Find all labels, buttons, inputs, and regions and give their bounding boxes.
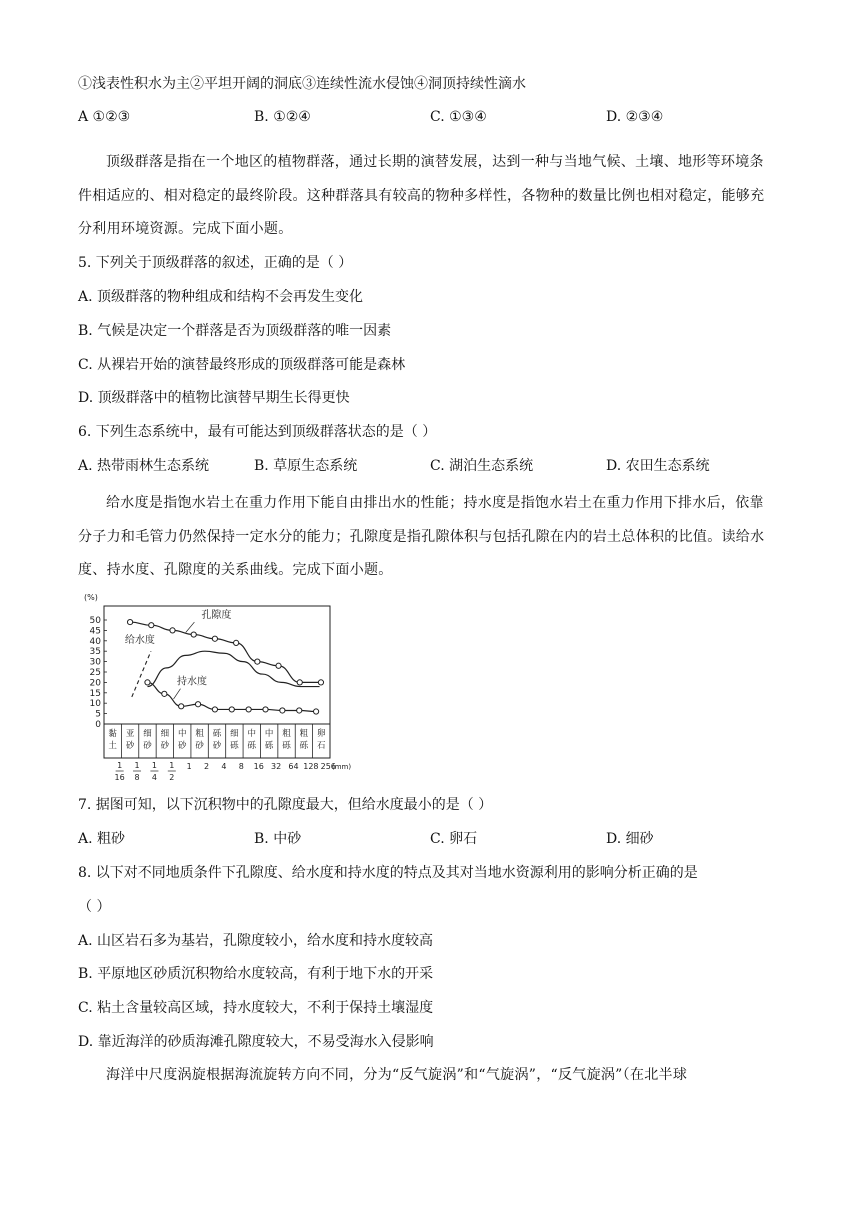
category-label: 砾 bbox=[282, 741, 291, 751]
category-label: 砾 bbox=[299, 741, 309, 751]
y-tick-label: 20 bbox=[89, 678, 101, 689]
x-tick-label: 128 bbox=[303, 762, 319, 771]
category-label: 亚 bbox=[125, 729, 135, 739]
y-tick-label: 45 bbox=[89, 626, 101, 637]
specific-retention-point bbox=[246, 707, 251, 712]
category-label: 砂 bbox=[212, 741, 222, 751]
passage-ocean-eddy: 海洋中尺度涡旋根据海流旋转方向不同，分为“反气旋涡”和“气旋涡”，“反气旋涡”（在北半球 bbox=[106, 1067, 688, 1083]
x-tick-label: 4 bbox=[221, 762, 227, 771]
q6-option-d: D. 农田生态系统 bbox=[606, 458, 710, 474]
specific-yield-line bbox=[147, 651, 319, 686]
specific-retention-point bbox=[313, 709, 318, 714]
q8-option-b: B. 平原地区砂质沉积物给水度较高，有利于地下水的开采 bbox=[78, 966, 434, 982]
x-tick-label: 32 bbox=[271, 762, 282, 771]
x-tick-label: 64 bbox=[288, 762, 299, 771]
q5-option-a: A. 顶级群落的物种组成和结构不会再发生变化 bbox=[78, 289, 364, 305]
category-label: 砂 bbox=[195, 741, 204, 751]
category-label: 黏 bbox=[108, 729, 117, 739]
x-tick-label: 16 bbox=[253, 762, 264, 771]
q4-option-a: A ①②③ bbox=[78, 109, 131, 125]
porosity-point bbox=[234, 640, 239, 645]
specific-retention-point bbox=[263, 707, 268, 712]
porosity-series-label: 孔隙度 bbox=[201, 609, 232, 621]
specific-retention-point bbox=[280, 708, 285, 713]
q7-option-c: C. 卵石 bbox=[430, 831, 478, 847]
specific-retention-point bbox=[145, 680, 150, 685]
y-tick-label: 5 bbox=[95, 709, 101, 720]
q8-stem-paren: （ ） bbox=[78, 899, 111, 915]
porosity-point bbox=[276, 663, 281, 668]
q5-option-d: D. 顶级群落中的植物比演替早期生长得更快 bbox=[78, 390, 350, 406]
category-label: 砂 bbox=[125, 741, 135, 751]
category-label: 粗 bbox=[282, 729, 291, 739]
porosity-chart bbox=[82, 592, 352, 782]
category-label: 砂 bbox=[143, 741, 152, 751]
y-tick-label: 10 bbox=[89, 699, 101, 710]
category-label: 中 bbox=[177, 729, 187, 739]
q4-option-c: C. ①③④ bbox=[430, 109, 487, 125]
porosity-point bbox=[149, 623, 154, 628]
category-label: 石 bbox=[317, 741, 326, 751]
q5-option-c: C. 从裸岩开始的演替最终形成的顶级群落可能是森林 bbox=[78, 357, 406, 373]
passage-water-capacity: 给水度是指饱水岩土在重力作用下能自由排出水的性能；持水度是指饱水岩土在重力作用下排水后，依靠分子力和毛管力仍然保持一定水分的能力；孔隙度是指孔隙体积与包括孔隙在内的岩土总体积的比值。读给水度、持水度、孔隙度的关系曲线。完成下面小题。 bbox=[78, 495, 765, 578]
x-unit-label: (mm) bbox=[332, 763, 352, 771]
specific-retention-point bbox=[179, 704, 184, 709]
x-tick-label: 1 bbox=[186, 762, 192, 771]
y-tick-label: 35 bbox=[89, 647, 101, 658]
x-tick-label: 16 bbox=[114, 773, 125, 782]
q5-stem: 5. 下列关于顶级群落的叙述，正确的是（ ） bbox=[78, 255, 353, 271]
y-axis-label: (%) bbox=[84, 593, 98, 602]
q8-option-c: C. 粘土含量较高区域，持水度较大，不利于保持土壤湿度 bbox=[78, 1000, 434, 1016]
specific-retention-series-label: 持水度 bbox=[177, 676, 208, 688]
x-tick-label: 4 bbox=[151, 773, 157, 782]
specific-yield-series-label: 给水度 bbox=[124, 634, 155, 646]
porosity-point bbox=[127, 619, 132, 624]
category-label: 中 bbox=[264, 729, 274, 739]
porosity-point bbox=[255, 659, 260, 664]
x-tick-label: 1 bbox=[117, 761, 123, 770]
y-tick-label: 25 bbox=[89, 668, 101, 678]
q8-stem: 8. 以下对不同地质条件下孔隙度、给水度和持水度的特点及其对当地水资源利用的影响分析正确的是 bbox=[78, 865, 698, 881]
q4-stem: ①浅表性积水为主②平坦开阔的洞底③连续性流水侵蚀④洞顶持续性滴水 bbox=[78, 76, 526, 92]
specific-retention-leader bbox=[174, 689, 181, 699]
specific-retention-point bbox=[162, 691, 167, 696]
x-tick-label: 1 bbox=[134, 761, 140, 770]
category-label: 细 bbox=[143, 729, 152, 739]
x-tick-label: 1 bbox=[151, 761, 157, 770]
y-tick-label: 40 bbox=[89, 636, 101, 647]
specific-yield-dashed bbox=[132, 651, 151, 697]
q8-option-a: A. 山区岩石多为基岩，孔隙度较小，给水度和持水度较高 bbox=[78, 933, 434, 949]
category-label: 粗 bbox=[299, 729, 309, 739]
q4-option-d: D. ②③④ bbox=[606, 109, 664, 125]
porosity-leader bbox=[186, 622, 195, 632]
q8-option-d: D. 靠近海洋的砂质海滩孔隙度较大，不易受海水入侵影响 bbox=[78, 1034, 434, 1050]
category-label: 中 bbox=[247, 729, 257, 739]
y-tick-label: 30 bbox=[89, 657, 101, 668]
q7-option-d: D. 细砂 bbox=[606, 831, 654, 847]
porosity-point bbox=[170, 628, 175, 633]
q6-stem: 6. 下列生态系统中，最有可能达到顶级群落状态的是（ ） bbox=[78, 424, 437, 440]
q7-option-a: A. 粗砂 bbox=[78, 831, 126, 847]
category-label: 细 bbox=[160, 729, 170, 739]
category-label: 砾 bbox=[247, 741, 257, 751]
q4-option-b: B. ①②④ bbox=[254, 109, 311, 125]
specific-retention-point bbox=[297, 708, 302, 713]
q5-option-b: B. 气候是决定一个群落是否为顶级群落的唯一因素 bbox=[78, 323, 392, 339]
q7-option-b: B. 中砂 bbox=[254, 831, 302, 847]
x-tick-label: 8 bbox=[238, 762, 244, 771]
category-label: 砾 bbox=[212, 729, 222, 739]
porosity-point bbox=[297, 680, 302, 685]
category-label: 粗 bbox=[195, 729, 204, 739]
porosity-point bbox=[318, 680, 323, 685]
category-label: 砾 bbox=[230, 741, 239, 751]
category-label: 细 bbox=[230, 729, 239, 739]
q7-stem: 7. 据图可知，以下沉积物中的孔隙度最大，但给水度最小的是（ ） bbox=[78, 797, 493, 813]
specific-retention-point bbox=[195, 702, 200, 707]
category-label: 砂 bbox=[177, 741, 187, 751]
y-tick-label: 0 bbox=[95, 720, 101, 730]
category-label: 土 bbox=[108, 741, 117, 751]
porosity-point bbox=[191, 632, 196, 637]
q6-option-c: C. 湖泊生态系统 bbox=[430, 458, 534, 474]
x-tick-label: 8 bbox=[134, 773, 140, 782]
category-label: 卵 bbox=[317, 729, 326, 739]
category-label: 砾 bbox=[264, 741, 274, 751]
porosity-point bbox=[212, 636, 217, 641]
specific-retention-point bbox=[212, 707, 217, 712]
x-tick-label: 2 bbox=[204, 762, 210, 771]
passage-climax-community: 顶级群落是指在一个地区的植物群落，通过长期的演替发展，达到一种与当地气候、土壤、地形等环境条件相适应的、相对稳定的最终阶段。这种群落具有较高的物种多样性，各物种的数量比例也相对稳定，能够充分利用环境资源。完成下面小题。 bbox=[78, 154, 765, 237]
x-tick-label: 256 bbox=[320, 762, 336, 771]
q6-option-b: B. 草原生态系统 bbox=[254, 458, 358, 474]
x-tick-label: 1 bbox=[169, 761, 175, 770]
y-tick-label: 15 bbox=[89, 688, 101, 699]
q6-option-a: A. 热带雨林生态系统 bbox=[78, 458, 210, 474]
porosity-chart-svg bbox=[82, 592, 352, 782]
specific-retention-point bbox=[229, 707, 234, 712]
y-tick-label: 50 bbox=[89, 616, 101, 626]
category-label: 砂 bbox=[160, 741, 170, 751]
plot-frame bbox=[104, 606, 330, 724]
x-tick-label: 2 bbox=[169, 773, 175, 782]
